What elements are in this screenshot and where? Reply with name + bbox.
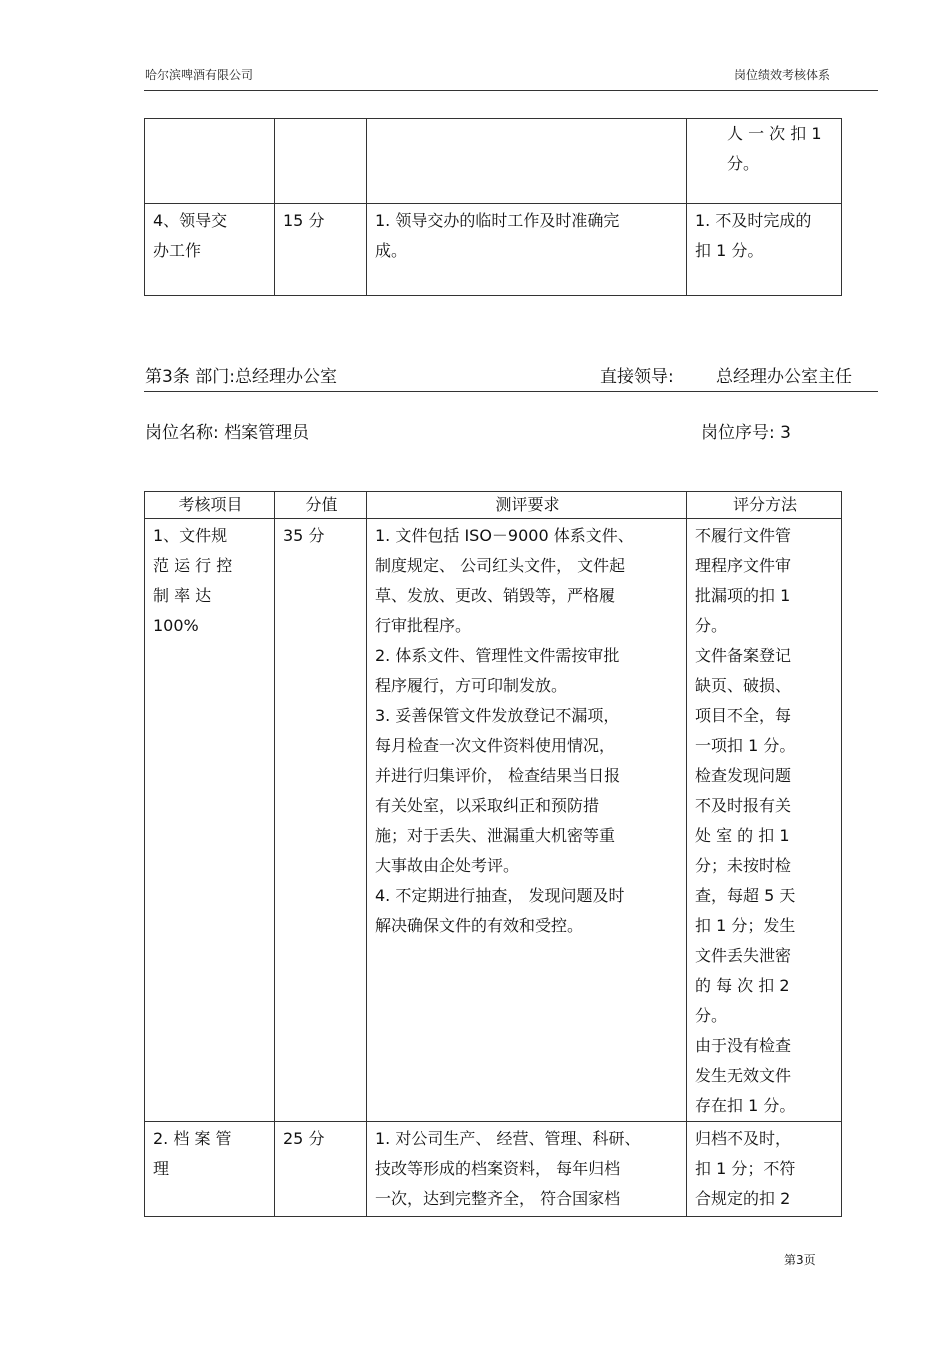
header-method: 评分方法	[687, 492, 842, 519]
cell-requirement	[367, 519, 687, 1122]
cell-requirement	[367, 204, 687, 296]
text-line: 1. 文件包括 ISO－9000 体系文件、	[375, 526, 634, 545]
text-line: 分。	[695, 616, 728, 635]
table-header-row	[145, 492, 842, 519]
text-line: 理程序文件审	[695, 556, 792, 575]
text-line: 范 运 行 控	[153, 556, 233, 575]
text-line: 1. 领导交办的临时工作及时准确完	[375, 211, 620, 230]
cell-requirement	[367, 119, 687, 204]
cell-item	[145, 204, 275, 296]
section-divider	[144, 391, 878, 392]
text-line: 成。	[375, 241, 408, 260]
table-row	[145, 1122, 842, 1217]
text-line: 有关处室，以采取纠正和预防措	[375, 796, 600, 815]
text-line: 4、领导交	[153, 211, 228, 230]
text-line: 1、文件规	[153, 526, 228, 545]
text-line: 一项扣 1 分。	[695, 736, 796, 755]
position-seq: 岗位序号: 3	[701, 423, 791, 443]
text-line: 分。	[695, 1006, 728, 1025]
cell-score: 35 分	[275, 519, 367, 1122]
text-line: 的 每 次 扣 2	[695, 976, 790, 995]
text-line: 草、发放、更改、销毁等，严格履	[375, 586, 616, 605]
page-number: 第3页	[784, 1253, 816, 1267]
cell-item	[145, 1122, 275, 1217]
text-line: 并进行归集评价， 检查结果当日报	[375, 766, 621, 785]
cell-requirement	[367, 1122, 687, 1217]
text-line: 批漏项的扣 1	[695, 586, 791, 605]
text-line: 大事故由企处考评。	[375, 856, 520, 875]
text-line: 2. 体系文件、管理性文件需按审批	[375, 646, 620, 665]
text-line: 2. 档 案 管	[153, 1129, 232, 1148]
text-line: 技改等形成的档案资料， 每年归档	[375, 1159, 621, 1178]
text-line: 人 一 次 扣 1	[727, 124, 822, 143]
text-line: 检查发现问题	[695, 766, 792, 785]
text-line: 一次，达到完整齐全， 符合国家档	[375, 1189, 621, 1208]
text-line: 合规定的扣 2	[695, 1189, 791, 1208]
cell-score: 15 分	[275, 204, 367, 296]
cell-method	[687, 519, 842, 1122]
text-line: 项目不全，每	[695, 706, 792, 725]
text-line: 办工作	[153, 241, 202, 260]
text-line: 查，每超 5 天	[695, 886, 796, 905]
text-line: 处 室 的 扣 1	[695, 826, 790, 845]
text-line: 扣 1 分；发生	[695, 916, 796, 935]
cell-item	[145, 519, 275, 1122]
text-line: 不及时报有关	[695, 796, 792, 815]
text-line: 扣 1 分；不符	[695, 1159, 796, 1178]
position-name: 岗位名称: 档案管理员	[145, 423, 310, 443]
text-line: 文件备案登记	[695, 646, 792, 665]
assessment-table	[144, 491, 842, 1217]
text-line: 行审批程序。	[375, 616, 472, 635]
cell-item	[145, 119, 275, 204]
text-line: 1. 不及时完成的	[695, 211, 812, 230]
text-line: 理	[153, 1159, 170, 1178]
cell-score: 25 分	[275, 1122, 367, 1217]
text-line: 由于没有检查	[695, 1036, 792, 1055]
text-line: 文件丢失泄密	[695, 946, 792, 965]
text-line: 归档不及时，	[695, 1129, 792, 1148]
header-divider	[144, 90, 878, 91]
header-item: 考核项目	[145, 492, 275, 519]
header-company: 哈尔滨啤酒有限公司	[145, 68, 254, 82]
text-line: 解决确保文件的有效和受控。	[375, 916, 584, 935]
cell-method	[687, 119, 842, 204]
text-line: 不履行文件管	[695, 526, 792, 545]
text-line: 扣 1 分。	[695, 241, 764, 260]
text-line: 缺页、破损、	[695, 676, 792, 695]
text-line: 制 率 达	[153, 586, 212, 605]
text-line: 发生无效文件	[695, 1066, 792, 1085]
cell-method	[687, 204, 842, 296]
text-line: 4. 不定期进行抽查， 发现问题及时	[375, 886, 625, 905]
table-continued	[144, 118, 842, 296]
text-line: 每月检查一次文件资料使用情况，	[375, 736, 616, 755]
text-line: 1. 对公司生产、 经营、管理、科研、	[375, 1129, 641, 1148]
header-score: 分值	[275, 492, 367, 519]
table-row	[145, 119, 842, 204]
table-row	[145, 519, 842, 1122]
section-department: 第3条 部门:总经理办公室	[145, 367, 337, 387]
header-doc-title: 岗位绩效考核体系	[733, 68, 830, 82]
table-row	[145, 204, 842, 296]
cell-score	[275, 119, 367, 204]
header-requirement: 测评要求	[367, 492, 687, 519]
cell-method	[687, 1122, 842, 1217]
text-line: 存在扣 1 分。	[695, 1096, 796, 1115]
text-line: 分；未按时检	[695, 856, 792, 875]
section-leader: 总经理办公室主任	[716, 367, 852, 387]
text-line: 程序履行，方可印制发放。	[375, 676, 568, 695]
section-leader-label: 直接领导:	[600, 367, 674, 387]
text-line: 3. 妥善保管文件发放登记不漏项，	[375, 706, 620, 725]
text-line: 100%	[153, 616, 199, 635]
text-line: 分。	[727, 154, 760, 173]
text-line: 施；对于丢失、泄漏重大机密等重	[375, 826, 616, 845]
text-line: 制度规定、 公司红头文件， 文件起	[375, 556, 626, 575]
